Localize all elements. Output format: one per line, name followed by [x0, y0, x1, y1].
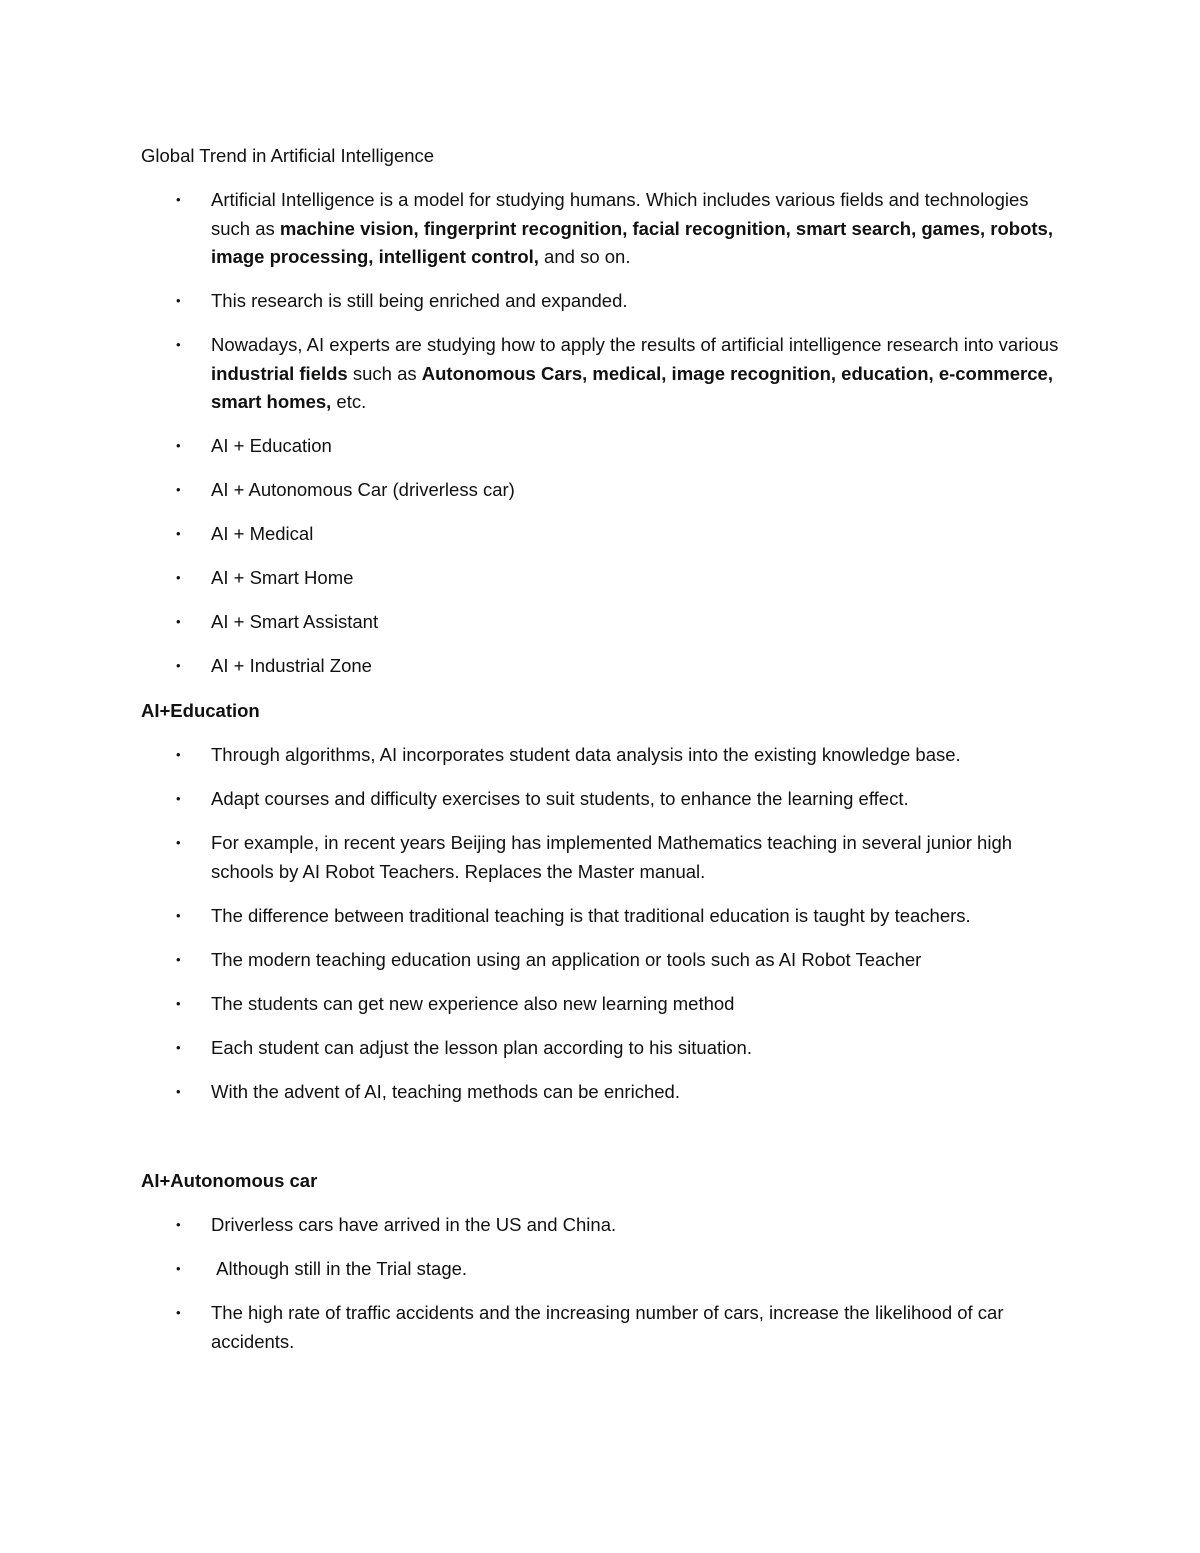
- bullet-icon: •: [176, 907, 181, 923]
- list-item-text: AI + Education: [211, 435, 332, 456]
- list-item-text: The students can get new experience also new learning method: [211, 992, 735, 1014]
- bullet-icon: •: [176, 192, 181, 207]
- list-item: [0, 990, 1061, 1019]
- list-item: [0, 186, 1061, 272]
- section-heading-autonomous: AI+Autonomous car: [141, 1170, 318, 1191]
- bullet-icon: •: [176, 570, 181, 585]
- list-item-text: AI + Smart Assistant: [211, 611, 379, 632]
- bullet-icon: •: [176, 1261, 181, 1276]
- section-heading-education: AI+Education: [141, 700, 260, 721]
- list-item-text: Each student can adjust the lesson plan according to his situation.: [211, 1036, 752, 1058]
- list-item-text: AI + Industrial Zone: [211, 655, 372, 676]
- list-item-text: AI + Smart Home: [211, 567, 354, 588]
- list-item-text: Artificial Intelligence is a model for studying humans. Which includes various fields and technologies such as machine vision, fingerprint recognition, facial recognition, smart search, games, robots, image processing, intelligent control, and so on.: [211, 189, 1053, 267]
- list-item-text: Through algorithms, AI incorporates student data analysis into the existing knowledge base.: [211, 744, 961, 765]
- bullet-icon: •: [176, 835, 181, 850]
- list-item-text: With the advent of AI, teaching methods can be enriched.: [211, 1080, 680, 1102]
- list-item: [0, 741, 1061, 770]
- list-item-text: Adapt courses and difficulty exercises to suit students, to enhance the learning effect.: [211, 788, 909, 809]
- list-item: [0, 652, 1061, 681]
- document-title: Global Trend in Artificial Intelligence: [141, 145, 435, 166]
- list-item-text: This research is still being enriched and expanded.: [211, 290, 628, 311]
- list-item-text: Driverless cars have arrived in the US and China.: [211, 1214, 617, 1235]
- bullet-icon: •: [176, 438, 181, 453]
- list-item-text: The difference between traditional teaching is that traditional education is taught by teachers.: [211, 904, 971, 926]
- bullet-icon: •: [176, 1217, 181, 1232]
- bullet-icon: •: [176, 747, 181, 762]
- bullet-icon: •: [176, 337, 181, 352]
- list-item: [0, 564, 1061, 593]
- list-item: [0, 520, 1061, 549]
- list-item: [0, 902, 1061, 931]
- list-item: [0, 476, 1061, 505]
- bullet-icon: •: [176, 1305, 181, 1320]
- list-item-text: Although still in the Trial stage.: [211, 1258, 468, 1279]
- list-item: [0, 1211, 1061, 1240]
- list-item: [0, 331, 1061, 417]
- intro-bullet-list: [0, 186, 1200, 696]
- list-item: [0, 287, 1061, 316]
- list-item-text: For example, in recent years Beijing has implemented Mathematics teaching in several junior high schools by AI Robot Teachers. Replaces the Master manual.: [211, 832, 1013, 882]
- list-item-text: AI + Autonomous Car (driverless car): [211, 479, 515, 500]
- list-item: [0, 1255, 1061, 1284]
- list-item: [0, 608, 1061, 637]
- list-item: [0, 1078, 1061, 1107]
- list-item-text: The high rate of traffic accidents and the increasing number of cars, increase the likelihood of car accidents.: [211, 1302, 1004, 1352]
- bullet-icon: •: [176, 526, 181, 541]
- bullet-icon: •: [176, 293, 181, 308]
- list-item-text: AI + Medical: [211, 523, 314, 544]
- bullet-icon: •: [176, 791, 181, 806]
- bullet-icon: •: [176, 614, 181, 629]
- bullet-icon: •: [176, 995, 181, 1011]
- list-item: [0, 785, 1061, 814]
- list-item: [0, 829, 1061, 886]
- bullet-icon: •: [176, 951, 181, 967]
- bullet-icon: •: [176, 1083, 181, 1099]
- bullet-icon: •: [176, 1039, 181, 1055]
- list-item: [0, 946, 1061, 975]
- education-bullet-list: [0, 741, 1200, 1122]
- bullet-icon: •: [176, 658, 181, 673]
- list-item: [0, 432, 1061, 461]
- bullet-icon: •: [176, 482, 181, 497]
- list-item-text: Nowadays, AI experts are studying how to apply the results of artificial intelligence research into various industrial fields such as Autonomous Cars, medical, image recognition, education, e-commerce, smart homes, etc.: [211, 334, 1059, 412]
- list-item: [0, 1034, 1061, 1063]
- autonomous-bullet-list: [0, 1211, 1200, 1372]
- list-item: [0, 1299, 1061, 1356]
- list-item-text: The modern teaching education using an application or tools such as AI Robot Teacher: [211, 948, 922, 970]
